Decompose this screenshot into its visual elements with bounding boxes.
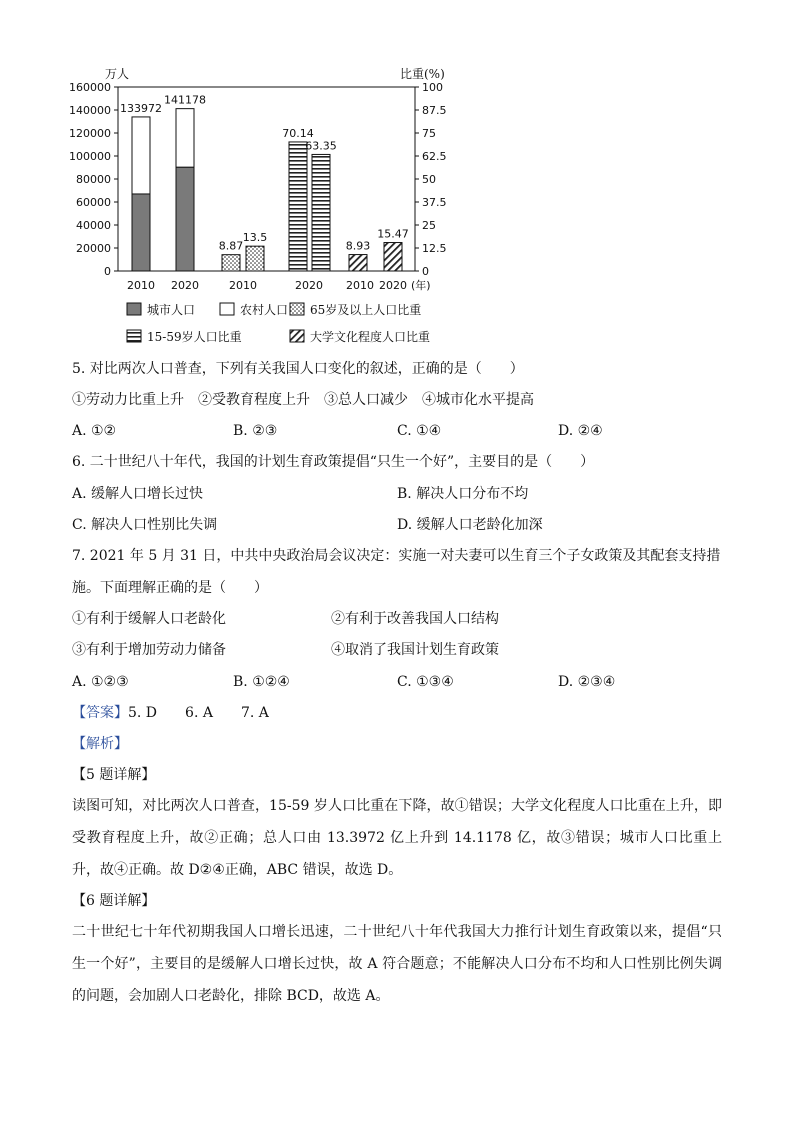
q6-option-d[interactable]: D. 缓解人口老龄化加深	[397, 517, 543, 533]
q7-option-a[interactable]: A. ①②③	[72, 674, 129, 690]
legend-label: 农村人口	[240, 303, 289, 317]
ratio-bar-hlines	[289, 142, 307, 271]
legend-label: 65岁及以上人口比重	[310, 303, 422, 317]
right-tick-label: 75	[422, 127, 436, 140]
legend-label: 城市人口	[147, 303, 196, 317]
x-tick-label: 2010	[346, 279, 374, 292]
right-tick-label: 37.5	[422, 196, 447, 209]
q5-option-b[interactable]: B. ②③	[233, 423, 278, 439]
q7-statement-3: ③有利于增加劳动力储备	[72, 642, 226, 658]
q5-statements: ①劳动力比重上升 ②受教育程度上升 ③总人口减少 ④城市化水平提高	[72, 392, 534, 408]
ratio-bar-diag	[349, 255, 367, 271]
right-tick-label: 100	[422, 81, 443, 94]
x-axis-unit: (年)	[411, 279, 431, 292]
detail5-title: 【5 题详解】	[72, 767, 156, 783]
ratio-value-label: 13.5	[242, 231, 268, 245]
left-tick-label: 60000	[76, 196, 111, 209]
legend-swatch	[127, 330, 141, 342]
rural-population-bar	[132, 117, 150, 194]
q6-option-b[interactable]: B. 解决人口分布不均	[397, 486, 529, 502]
x-tick-label: 2010	[229, 279, 257, 292]
ratio-bar-dots	[246, 246, 264, 271]
left-axis-unit: 万人	[105, 67, 130, 81]
right-tick-label: 25	[422, 219, 436, 232]
left-tick-label: 100000	[69, 150, 111, 163]
right-tick-label: 50	[422, 173, 436, 186]
population-total-label: 133972	[120, 101, 162, 115]
q7-statement-4: ④取消了我国计划生育政策	[331, 642, 499, 658]
population-total-label: 141178	[164, 93, 206, 107]
q7-option-b[interactable]: B. ①②④	[233, 674, 290, 690]
left-tick-label: 160000	[69, 81, 111, 94]
ratio-value-label: 63.35	[305, 139, 337, 153]
urban-population-bar	[176, 167, 194, 271]
q5-option-a[interactable]: A. ①②	[72, 423, 117, 439]
answer-label: 【答案】	[72, 705, 128, 721]
x-tick-label: 2020	[379, 279, 407, 292]
analysis-label: 【解析】	[72, 736, 128, 752]
population-census-chart	[0, 0, 794, 350]
q7-stem-line1: 7. 2021 年 5 月 31 日，中共中央政治局会议决定：实施一对夫妻可以生育三个子女政策及其配套支持措	[72, 548, 721, 564]
ratio-bar-hlines	[312, 154, 330, 271]
right-tick-label: 0	[422, 265, 429, 278]
legend-swatch	[220, 303, 234, 315]
ratio-value-label: 70.14	[282, 126, 314, 140]
q6-option-c[interactable]: C. 解决人口性别比失调	[72, 517, 218, 533]
ratio-bar-diag	[384, 243, 402, 271]
ratio-bar-dots	[222, 255, 240, 271]
left-tick-label: 0	[104, 265, 111, 278]
left-tick-label: 80000	[76, 173, 111, 186]
urban-population-bar	[132, 194, 150, 271]
q6-stem: 6. 二十世纪八十年代，我国的计划生育政策提倡“只生一个好”，主要目的是（ ）	[72, 454, 595, 470]
x-tick-label: 2020	[295, 279, 323, 292]
q5-stem: 5. 对比两次人口普查，下列有关我国人口变化的叙述，正确的是（ ）	[72, 361, 524, 377]
legend-label: 大学文化程度人口比重	[310, 330, 431, 344]
left-tick-label: 40000	[76, 219, 111, 232]
q5-option-c[interactable]: C. ①④	[397, 423, 442, 439]
q7-option-c[interactable]: C. ①③④	[397, 674, 454, 690]
q5-option-d[interactable]: D. ②④	[558, 423, 603, 439]
left-tick-label: 140000	[69, 104, 111, 117]
legend-swatch	[127, 303, 141, 315]
rural-population-bar	[176, 109, 194, 168]
q7-statement-2: ②有利于改善我国人口结构	[331, 611, 499, 627]
ratio-value-label: 8.93	[345, 239, 371, 253]
x-tick-label: 2010	[127, 279, 155, 292]
right-tick-label: 62.5	[422, 150, 447, 163]
answer-line	[72, 703, 269, 723]
q7-stem-line2: 施。下面理解正确的是（ ）	[72, 580, 268, 596]
answer-text: 5. D 6. A 7. A	[128, 705, 269, 721]
right-axis-unit: 比重(%)	[400, 67, 445, 81]
detail5-text: 读图可知，对比两次人口普查，15-59 岁人口比重在下降，故①错误；大学文化程度人口比重在上升，即受教育程度上升，故②正确；总人口由 13.3972 亿上升到 14.1178 亿，故③错误；城市人口比重上升，故④正确。故 D②④正确，ABC 错误，故选 D。	[72, 798, 722, 878]
detail6-title: 【6 题详解】	[72, 893, 156, 909]
left-tick-label: 20000	[76, 242, 111, 255]
left-tick-label: 120000	[69, 127, 111, 140]
detail6-text: 二十世纪七十年代初期我国人口增长迅速，二十世纪八十年代我国大力推行计划生育政策以来，提倡“只生一个好”，主要目的是缓解人口增长过快，故 A 符合题意；不能解决人口分布不均和人口性别比例失调的问题，会加剧人口老龄化，排除 BCD，故选 A。	[72, 924, 722, 1004]
legend-swatch	[290, 303, 304, 315]
ratio-value-label: 8.87	[218, 239, 244, 253]
x-tick-label: 2020	[171, 279, 199, 292]
right-tick-label: 12.5	[422, 242, 447, 255]
q7-statement-1: ①有利于缓解人口老龄化	[72, 611, 226, 627]
q6-option-a[interactable]: A. 缓解人口增长过快	[72, 486, 204, 502]
legend-swatch	[290, 330, 304, 342]
q7-option-d[interactable]: D. ②③④	[558, 674, 616, 690]
legend-label: 15-59岁人口比重	[147, 330, 242, 344]
ratio-value-label: 15.47	[377, 227, 409, 241]
right-tick-label: 87.5	[422, 104, 447, 117]
